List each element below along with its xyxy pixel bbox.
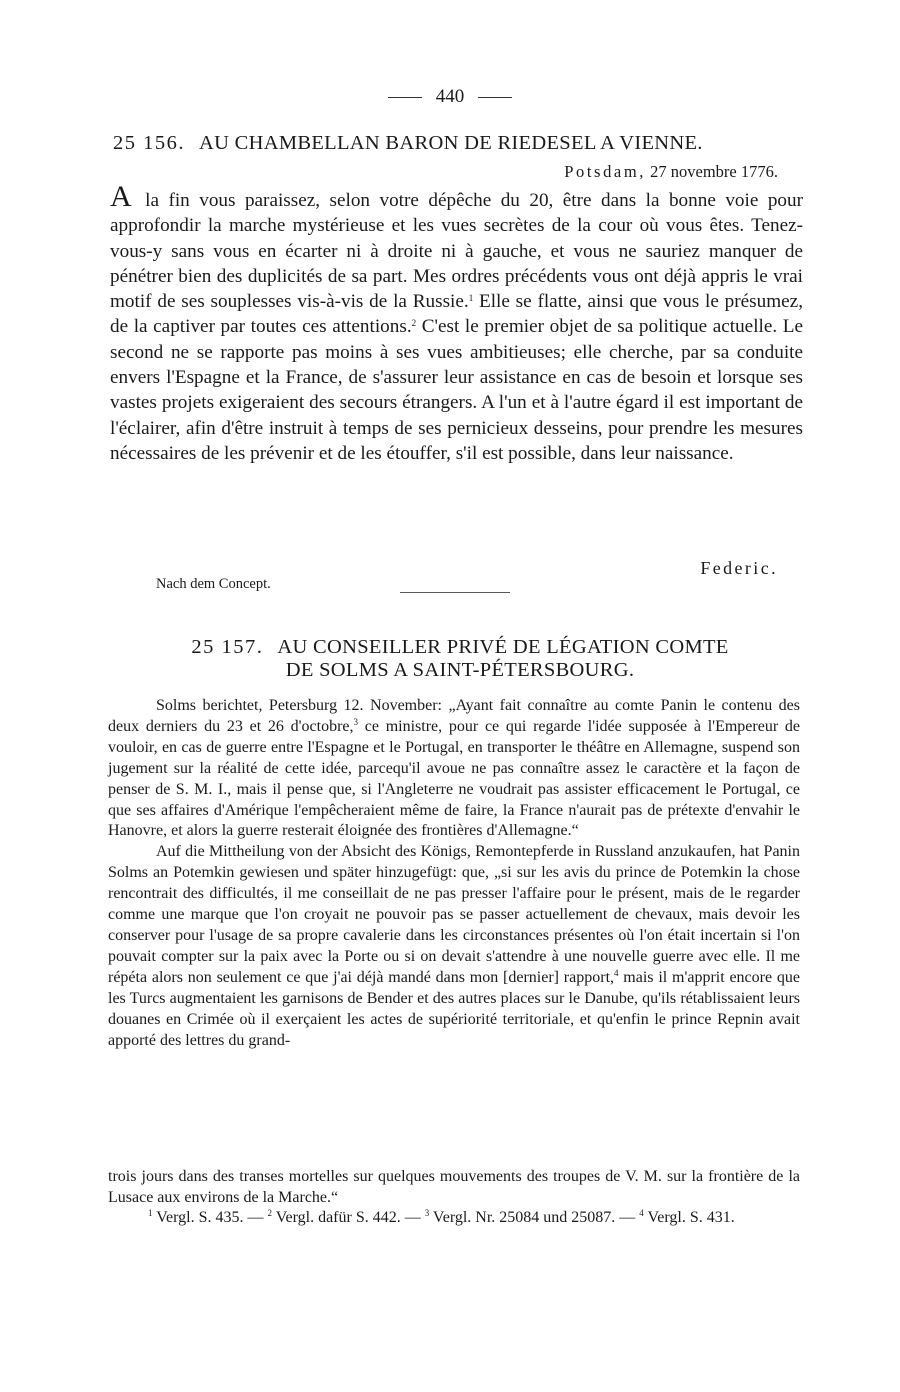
footnote-area [108, 1167, 800, 1229]
commentary-text-2: Auf die Mittheilung von der Absicht des Königs, Remontepferde in Russland anzukaufen, hat Panin Solms an Potemkin gewiesen und später hinzugefügt: que, „si sur les avis du prince de Potemkin la chose rencontrait des difficultés, il me conseillait de ne pas presser l'affaire pour le présent, mais de le regarder comme une marque que l'on croyait ne pouvoir pas se passer actuellement de chevaux, mais devoir les conserver pour l'usage de sa propre cavalerie dans les circonstances présentes où l'on était incertain si l'on pouvait compter sur la paix avec la Porte ou si on devait s'attendre à une nouvelle guerre avec elle. Il me répéta alors non seulement ce que j'ai déjà mandé dans mon [dernier] rapport, [108, 843, 800, 986]
initial-letter: A [110, 180, 132, 213]
second-letter-number: 25 157. [191, 636, 264, 658]
commentary-text-1b: ce ministre, pour ce qui regarde l'idée supposée à l'Empereur de vouloir, en cas de guerre entre l'Espagne et le Portugal, en transporter le théâtre en Allemagne, suspend son jugement sur la réalité de cette idée, parcequ'il avoue ne pas connaître assez le caractère et la façon de penser de S. M. I., mais il pense que, si l'Angleterre ne voudrait pas assister efficacement le Portugal, ce que ses affaires d'Amérique l'empêcheraient même de faire, la France n'aurait pas de prétexte d'envahir le Hanovre, et alors la guerre resterait éloignée des frontières d'Allemagne.“ [108, 717, 800, 840]
letter-number: 25 156. [113, 132, 185, 154]
page-number-text: 440 [435, 86, 465, 107]
footnote-ref-1: 1 [468, 293, 474, 304]
letter-title: AU CHAMBELLAN BARON DE RIEDESEL A VIENNE. [199, 132, 703, 154]
second-letter-title-line-2: DE SOLMS A SAINT-PÉTERSBOURG. [285, 659, 635, 681]
letter-place: Potsdam, [564, 162, 647, 181]
footnote-text-3: Vergl. Nr. 25084 und 25087. — [429, 1209, 640, 1227]
editorial-commentary [108, 696, 800, 1051]
second-letter-title-line-1: AU CONSEILLER PRIVÉ DE LÉGATION COMTE [277, 636, 729, 658]
commentary-text-1: Solms berichtet, Petersburg 12. November: „Ayant fait connaître au comte Panin le contenu des deux derniers du 23 et 26 d'octobre, [108, 697, 800, 735]
commentary-paragraph-1 [108, 696, 800, 842]
second-letter-heading [140, 636, 780, 682]
signature: Federic. [700, 558, 778, 578]
page-number-dash-right [478, 97, 512, 98]
letter-text-part-1: la fin vous paraissez, selon votre dépêche du 20, être dans la bonne voie pour approfondir la marche mystérieuse et les vues secrètes de la cour où vous êtes. Tenez-vous-y sans vous en écarter ni à droite ni à gauche, et vous ne sauriez manquer de pénétrer bien des duplicités de sa part. Mes ordres précédents vous ont déjà appris le vrai motif de ses souplesses vis-à-vis de la Russie. [110, 190, 803, 313]
letter-date: 27 novembre 1776. [650, 162, 778, 181]
letter-heading [113, 132, 803, 155]
footnote-marker-4: 4 [639, 1208, 644, 1219]
footnote-ref-2: 2 [411, 318, 417, 329]
page-number [0, 86, 900, 108]
letter-text-part-3: C'est le premier objet de sa politique actuelle. Le second ne se rapporte pas moins à ses vues ambitieuses; elle cherche, par sa conduite envers l'Espagne et la France, de s'assurer leur assistance en cas de besoin et lorsque ses vastes projets exigeraient des secours étrangers. A l'un et à l'autre égard il est important de l'éclairer, afin d'être instruit à temps de ses pernicieux desseins, pour prendre les mesures nécessaires de les prévenir et de les étouffer, s'il est possible, dans leur naissance. [110, 316, 804, 464]
place-date-line [564, 162, 778, 182]
footnote-text-2: Vergl. dafür S. 442. — [271, 1209, 425, 1227]
footnote-carryover: trois jours dans des transes mortelles sur quelques mouvements des troupes de V. M. sur la frontière de la Lusace aux environs de la Marche.“ [108, 1168, 800, 1206]
footnote-marker-2: 2 [267, 1208, 272, 1219]
footnote-ref-4: 4 [614, 967, 619, 978]
letter-body [110, 180, 804, 466]
source-note: Nach dem Concept. [156, 576, 271, 592]
commentary-paragraph-2 [108, 842, 800, 1051]
footnote-text-4: Vergl. S. 431. [643, 1209, 735, 1227]
footnote-marker-1: 1 [148, 1208, 153, 1219]
footnote-text-1: Vergl. S. 435. — [152, 1209, 268, 1227]
letter-text-part-2: Elle se flatte, ainsi que vous le présumez, de la captiver par toutes ces attentions. [110, 291, 803, 338]
second-letter-heading-line-1 [140, 636, 780, 659]
footnote-marker-3: 3 [424, 1208, 430, 1219]
commentary-text-2b: mais il m'apprit encore que les Turcs augmentaient les garnisons de Bender et des autres places sur le Danube, qu'ils rétablissaient leurs douanes en Crimée où il exerçaient les actes de supériorité territoriale, et qu'enfin le prince Repnin avait apporté des lettres du grand- [108, 968, 800, 1049]
section-divider [400, 592, 510, 593]
page-number-dash-left [388, 97, 422, 98]
footnotes [108, 1208, 800, 1229]
footnote-ref-3: 3 [353, 716, 358, 727]
